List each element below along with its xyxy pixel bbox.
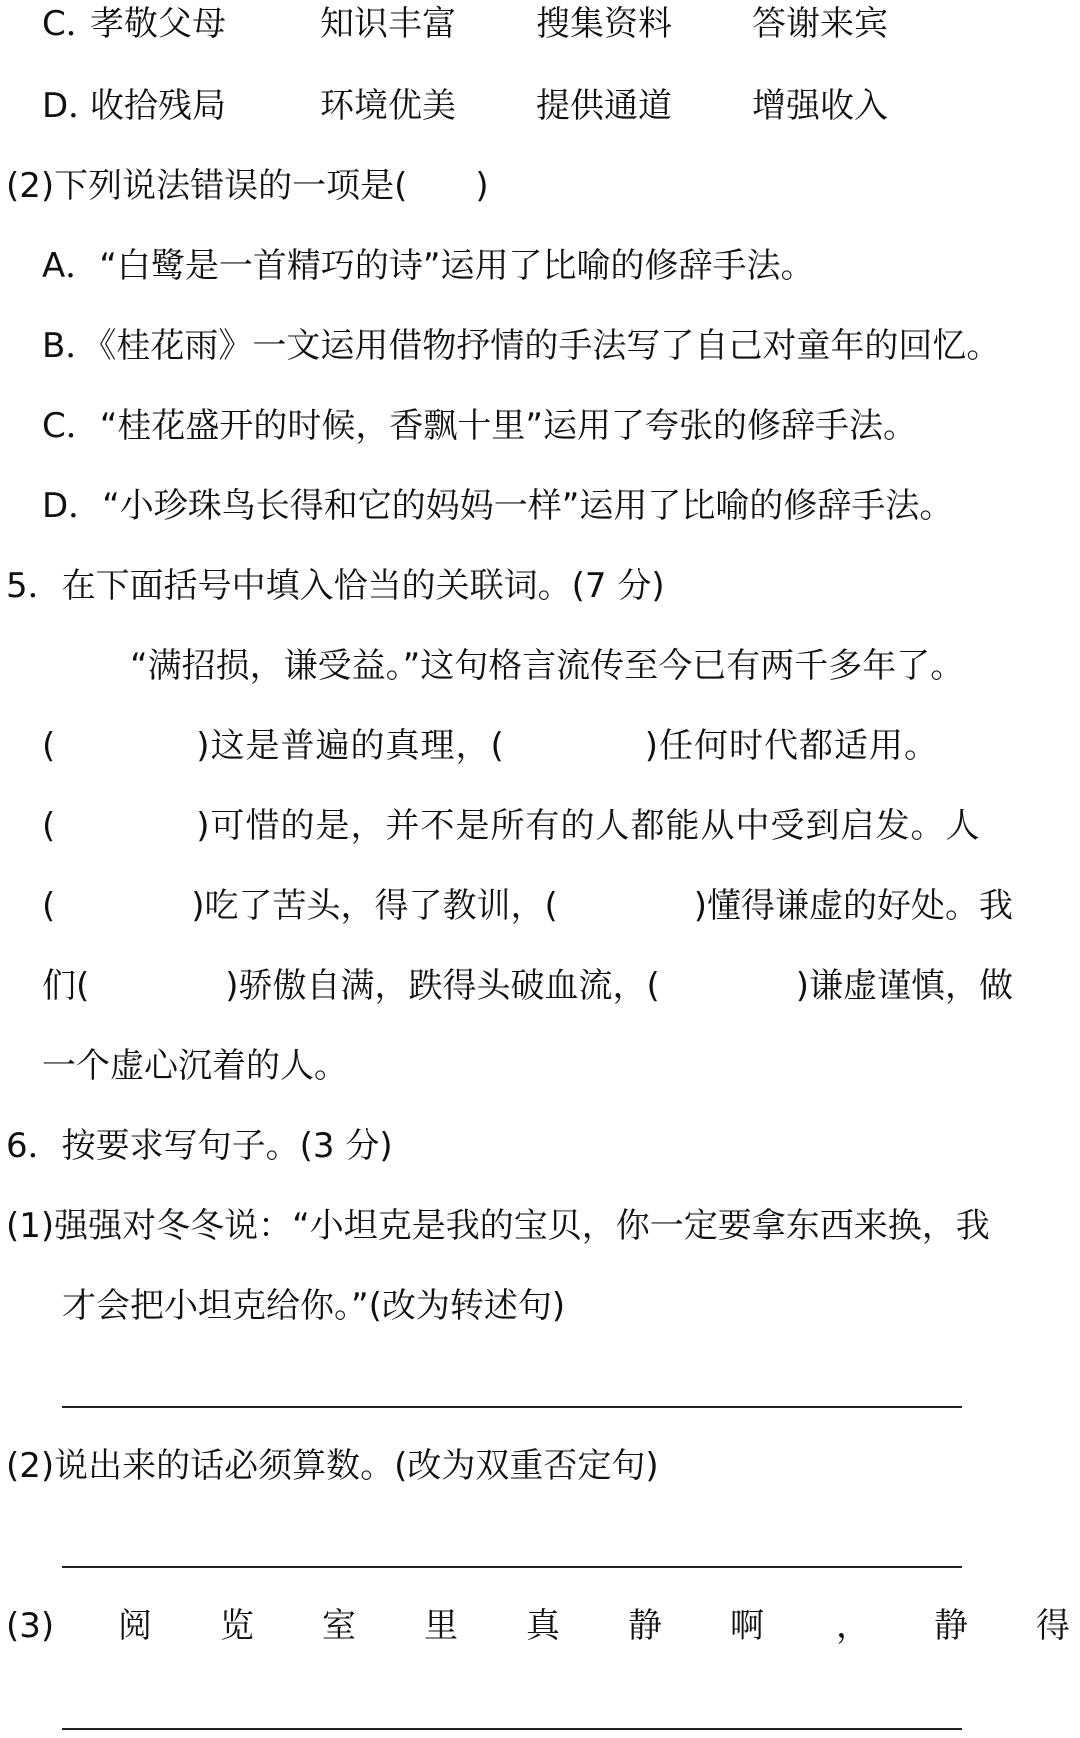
question-item: (2)说出来的话必须算数。(改为双重否定句): [6, 1446, 659, 1486]
passage-line: ( )可惜的是，并不是所有的人都能从中受到启发。人: [42, 806, 981, 846]
choice-a: A．“白鹭是一首精巧的诗”运用了比喻的修辞手法。: [42, 246, 815, 286]
option-word: 增强收入: [752, 86, 888, 126]
spaced-char: ，: [836, 1606, 870, 1646]
question-title: 5．在下面括号中填入恰当的关联词。(7 分): [6, 566, 665, 606]
q4-option-row-d: [42, 84, 1042, 128]
option-word: 知识丰富: [320, 4, 456, 44]
passage-line: 一个虚心沉着的人。: [42, 1046, 348, 1086]
spaced-char: 览: [220, 1606, 254, 1646]
question-item: (1)强强对冬冬说：“小坦克是我的宝贝，你一定要拿东西来换，我: [6, 1206, 990, 1246]
option-word: 搜集资料: [536, 4, 672, 44]
spaced-char: 得: [1036, 1606, 1070, 1646]
answer-line[interactable]: [62, 1728, 962, 1730]
question-item-continued: 才会把小坦克给你。”(改为转述句): [62, 1286, 566, 1326]
answer-line[interactable]: [62, 1566, 962, 1568]
answer-line[interactable]: [62, 1406, 962, 1408]
option-word: 提供通道: [536, 86, 672, 126]
spaced-char: 真: [526, 1606, 560, 1646]
item-number: (3): [6, 1606, 55, 1646]
q4-option-row-c: [42, 2, 1042, 46]
passage-line: 们( )骄傲自满，跌得头破血流，( )谦虚谨慎，做: [42, 966, 1014, 1006]
question-stem: (2)下列说法错误的一项是( ): [6, 166, 489, 206]
choice-d: D．“小珍珠鸟长得和它的妈妈一样”运用了比喻的修辞手法。: [42, 486, 954, 526]
question-title: 6．按要求写句子。(3 分): [6, 1126, 393, 1166]
passage-line: ( )吃了苦头，得了教训，( )懂得谦虚的好处。我: [42, 886, 1014, 926]
passage-line: “满招损，谦受益。”这句格言流传至今已有两千多年了。: [130, 646, 965, 686]
option-label: D．: [42, 86, 103, 126]
spaced-char: 静: [628, 1606, 662, 1646]
spaced-char: 阅: [118, 1606, 152, 1646]
option-word: 答谢来宾: [752, 4, 888, 44]
option-word: 孝敬父母: [90, 4, 226, 44]
spaced-char: 静: [934, 1606, 968, 1646]
option-label: C．: [42, 4, 100, 44]
option-word: 环境优美: [320, 86, 456, 126]
choice-c: C．“桂花盛开的时候，香飘十里”运用了夸张的修辞手法。: [42, 406, 917, 446]
spaced-char: 里: [424, 1606, 458, 1646]
spaced-char: 室: [322, 1606, 356, 1646]
option-word: 收拾残局: [90, 86, 226, 126]
spaced-char: 啊: [730, 1606, 764, 1646]
choice-b: B．《桂花雨》一文运用借物抒情的手法写了自己对童年的回忆。: [42, 326, 1001, 366]
question-item-spaced: [6, 1604, 1076, 1648]
passage-line: ( )这是普遍的真理，( )任何时代都适用。: [42, 726, 940, 766]
